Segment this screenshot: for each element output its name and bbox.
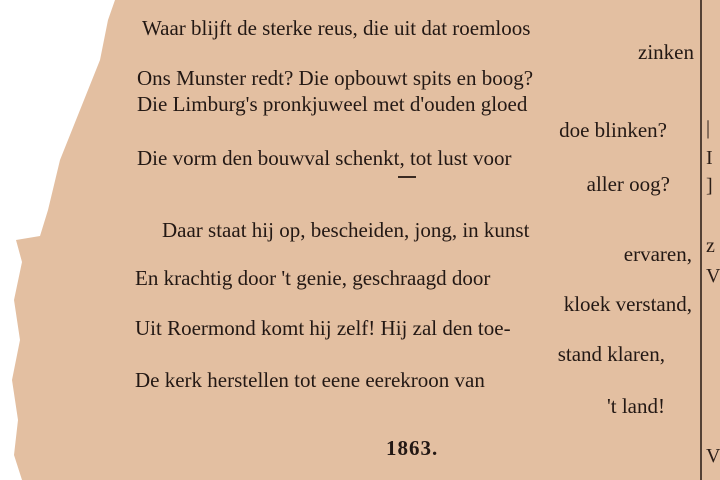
poem-line: kloek verstand,	[563, 292, 692, 316]
poem-line: Daar staat hij op, bescheiden, jong, in kunst	[162, 218, 530, 242]
adjacent-column-fragment: z	[706, 235, 715, 257]
adjacent-column-fragment: V	[706, 265, 720, 287]
adjacent-column-fragment: I	[706, 147, 713, 169]
poem-line: stand klaren,	[557, 342, 665, 366]
poem-line: aller oog?	[586, 172, 670, 196]
poem-line: Die vorm den bouwval schenkt, tot lust voor	[137, 146, 512, 170]
poem-line: En krachtig door 't genie, geschraagd door	[135, 266, 491, 290]
poem-line: De kerk herstellen tot eene eerekroon van	[135, 368, 485, 392]
poem-line: Die Limburg's pronkjuweel met d'ouden gloed	[137, 92, 528, 116]
poem-line: Waar blijft de sterke reus, die uit dat roemloos	[142, 16, 531, 40]
poem-line: 't land!	[606, 394, 665, 418]
poem-line: Uit Roermond komt hij zelf! Hij zal den toe-	[135, 316, 511, 340]
adjacent-column-fragment: V	[706, 445, 720, 467]
poem-line: Ons Munster redt? Die opbouwt spits en boog?	[137, 66, 534, 90]
poem-line: ervaren,	[623, 242, 692, 266]
poem-year: 1863.	[386, 436, 439, 460]
adjacent-column-fragment: |	[706, 117, 711, 139]
poem-line: zinken	[638, 40, 694, 64]
adjacent-column-fragment: ]	[706, 175, 713, 197]
poem-line: doe blinken?	[559, 118, 667, 142]
